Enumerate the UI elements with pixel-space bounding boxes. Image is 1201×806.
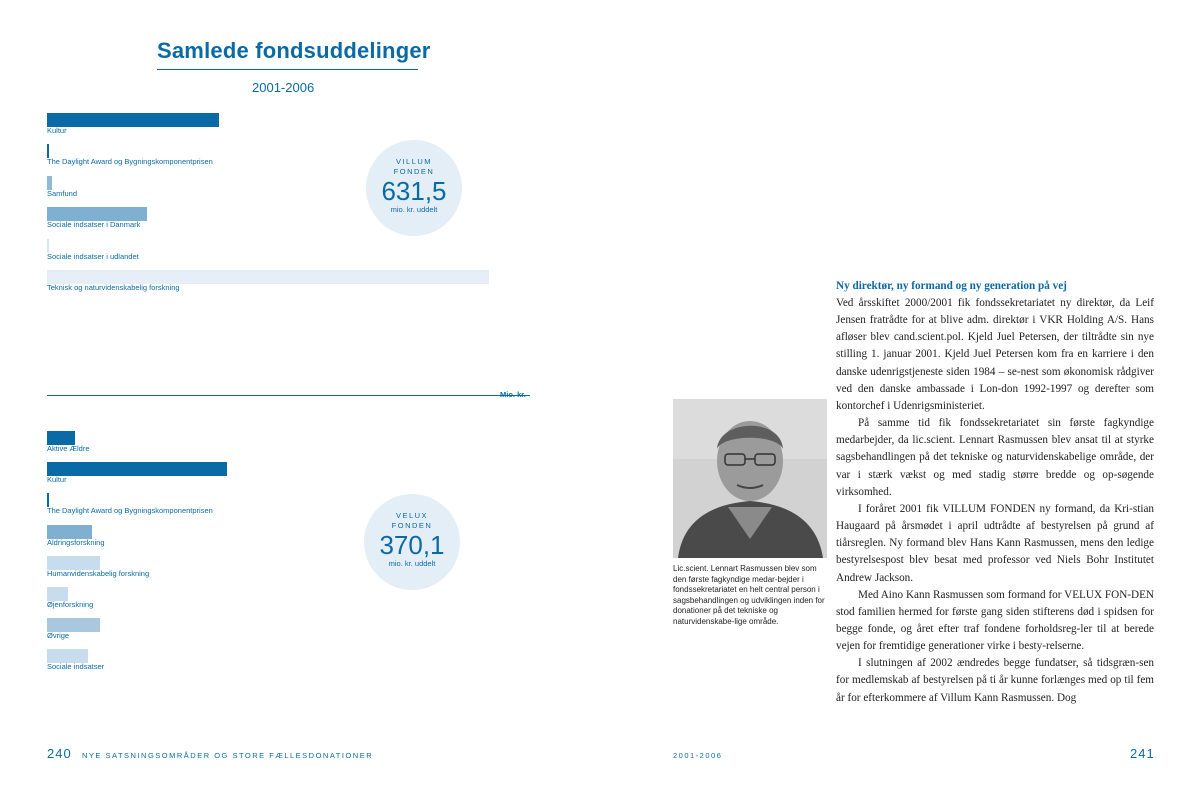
page-number-left: 240: [47, 746, 72, 761]
bar-category-label: Teknisk og naturvidenskabelig forskning: [47, 283, 180, 292]
velux-caption-line2: FONDEN: [391, 521, 433, 530]
bar-category-label: Aldringsforskning: [47, 537, 105, 547]
chart-bar: [47, 649, 88, 663]
article-heading: Ny direktør, ny formand og ny generation på vej: [836, 280, 1067, 292]
page-number-right: 241: [1130, 746, 1155, 761]
bar-category-label: Kultur: [47, 475, 67, 485]
villum-caption-line1: VILLUM: [395, 157, 433, 166]
bar-category-label: Øjenforskning: [47, 600, 94, 609]
article-paragraph: Ved årsskiftet 2000/2001 fik fondssekretariatet ny direktør, da Leif Jensen fratrådte for at blive adm. direktør i VKR Holding A/S. Hans afløser blev cand.scient.pol. Kjeld Juel Petersen, der tiltrådte sin nye stilling 1. januar 2001. Kjeld Juel Petersen kom fra en karriere i den danske udenrigstjeneste siden 1984 – se-nest som økonomisk rådgiver ved den danske ambassade i Lon-don 1992-1997 og derefter som kontorchef i Udenrigsministeriet.: [836, 297, 1154, 412]
chart-bar: [47, 556, 100, 570]
chart-bar: [47, 525, 92, 539]
article-paragraph: På samme tid fik fondssekretariatet sin første fagkyndige medarbejder, da lic.scient. Lennart Rasmussen blev ansat til at styrke sagsbehandlingen på det tekniske og naturvidenskabelige område, der var i stærk vækst og med stadig større bredde og op-søgende virksomhed.: [836, 417, 1154, 498]
article-paragraph: I foråret 2001 fik VILLUM FONDEN ny formand, da Kri-stian Haugaard på årsmødet i april udtrådte af bestyrelsen på grund af tiårsreglen. Ny formand blev Hans Kann Rasmussen, mens den ledige bestyrelsespost blev besat med professor ved Niels Bohr Institutet Andrew Jackson.: [836, 502, 1154, 584]
bar-category-label: Humanvidenskabelig forskning: [47, 568, 150, 578]
page-title: Samlede fondsuddelinger: [157, 38, 431, 63]
unit-label: Mio. kr.: [500, 390, 526, 399]
portrait-illustration: [673, 399, 827, 558]
chart-bar: [47, 431, 75, 445]
velux-caption-line1: VELUX: [395, 511, 429, 520]
bar-category-label: Sociale indsatser i Danmark: [47, 220, 141, 230]
velux-total-label: mio. kr. uddelt: [388, 559, 436, 568]
velux-bar-chart: [0, 0, 600, 700]
chart-bar: [47, 587, 68, 601]
article-body: [836, 279, 1154, 707]
chart-bar: [47, 493, 49, 507]
velux-total-value: 370,1: [379, 530, 445, 560]
bar-category-label: The Daylight Award og Bygningskomponentprisen: [47, 157, 213, 167]
bar-category-label: Samfund: [47, 188, 78, 198]
chart-bar: [47, 618, 100, 632]
bar-category-label: The Daylight Award og Bygningskomponentprisen: [47, 506, 213, 516]
villum-total-label: mio. kr. uddelt: [390, 205, 438, 214]
article-paragraph: Med Aino Kann Rasmussen som formand for VELUX FON-DEN stod familien hermed for første gang siden stifterens død i spidsen for begge fonde, og året efter traf fondene forholdsreg-ler til at berede vejen for fremtidige generationer virke i besty-relserne.: [836, 588, 1154, 653]
bar-category-label: Øvrige: [47, 631, 70, 641]
villum-caption-line2: FONDEN: [393, 167, 435, 176]
chart-bar: [47, 462, 227, 476]
velux-total-circle: [364, 494, 460, 590]
portrait-photo: [673, 399, 827, 558]
villum-total-value: 631,5: [381, 176, 447, 206]
page-subtitle: 2001-2006: [252, 80, 315, 95]
running-head-left: NYE SATSNINGSOMRÅDER OG STORE FÆLLESDONATIONER: [82, 751, 374, 760]
photo-caption: Lic.scient. Lennart Rasmussen blev som den første fagkyndige medar-bejder i fondssekretariatet en helt central person i sagsbehandlingen og udviklingen inden for donationer på det tekniske og naturvidenskabe-lige område.: [673, 564, 825, 626]
article-paragraph: I slutningen af 2002 ændredes begge fundatser, så tidsgræn-sen for medlemskab af bestyrelsen på ti år kunne forlænges med op til fem år for efterkommere af Villum Kann Rasmussen. Dog: [836, 657, 1154, 704]
bar-category-label: Kultur: [47, 126, 67, 135]
running-head-right: 2001-2006: [673, 751, 723, 760]
bar-category-label: Sociale indsatser i udlandet: [47, 251, 139, 261]
bar-category-label: Aktive Ældre: [47, 444, 90, 453]
bar-category-label: Sociale indsatser: [47, 662, 105, 672]
